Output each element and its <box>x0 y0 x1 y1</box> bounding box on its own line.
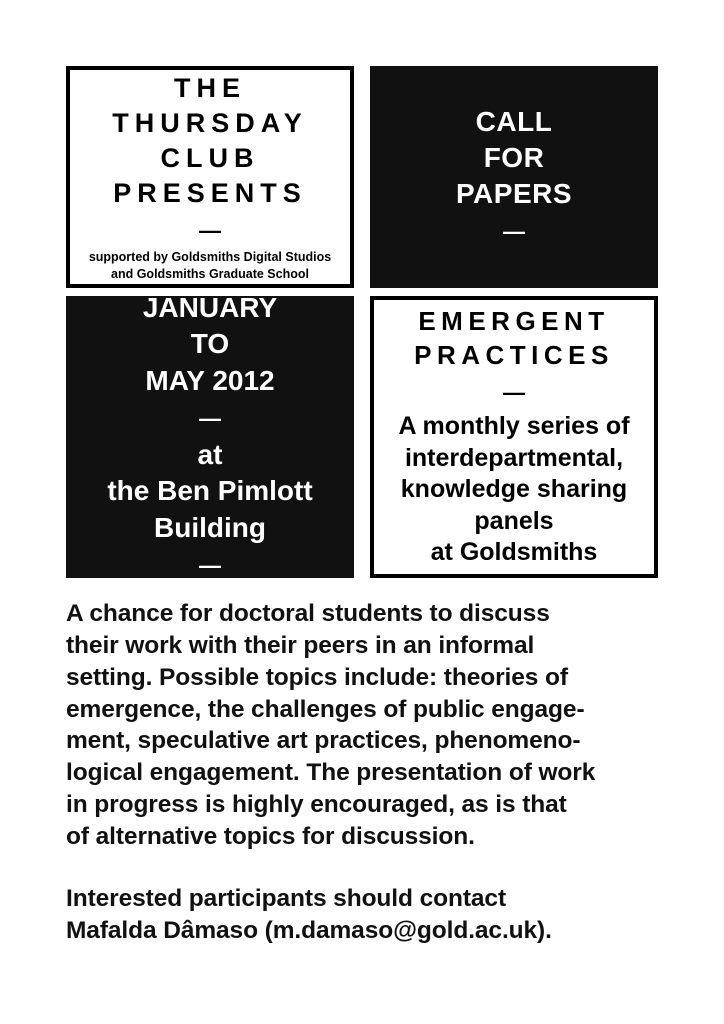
title-line-2: THURSDAY <box>112 108 308 139</box>
date-line-1: JANUARY <box>142 291 278 323</box>
date-range <box>143 290 277 399</box>
divider-dash-emergent: — <box>503 380 525 406</box>
divider-dash-dates-bottom: — <box>199 553 221 579</box>
body-p1-line-1: A chance for doctoral students to discuss <box>66 600 550 627</box>
thursday-club-title <box>112 71 308 211</box>
body-paragraph-1 <box>66 598 666 853</box>
body-p1-line-2: their work with their peers in an informal <box>66 631 535 659</box>
venue-line-2: the Ben Pimlott <box>107 475 313 507</box>
poster-body-text <box>66 598 666 946</box>
body-p1-line-8: of alternative topics for discussion. <box>66 822 475 850</box>
emergent-desc-line-4: panels <box>474 506 554 535</box>
call-for-papers-text <box>456 104 572 211</box>
divider-dash-call: — <box>503 218 525 244</box>
panel-dates-venue <box>66 291 354 579</box>
body-p2-line-1: Interested participants should contact <box>66 884 506 912</box>
venue-line-3: Building <box>154 511 266 543</box>
contact-email-line[interactable]: Mafalda Dâmaso (m.damaso@gold.ac.uk). <box>66 916 552 944</box>
emergent-desc-line-5: at Goldsmiths <box>430 538 598 567</box>
emergent-desc-line-3: knowledge sharing <box>400 475 628 504</box>
venue <box>107 437 312 546</box>
emergent-description <box>398 411 629 569</box>
paragraph-spacer <box>66 853 666 883</box>
panel-emergent-practices <box>370 296 658 578</box>
divider-dash-dates-middle: — <box>199 406 221 431</box>
support-credit <box>89 249 331 283</box>
body-p1-line-3: setting. Possible topics include: theories of <box>66 663 568 691</box>
title-line-1: THE <box>174 72 246 103</box>
title-line-4: PRESENTS <box>113 178 307 209</box>
call-line-2: FOR <box>483 142 545 174</box>
support-line-2: and Goldsmiths Graduate School <box>111 267 309 282</box>
body-p1-line-6: logical engagement. The presentation of work <box>66 759 596 787</box>
body-p1-line-4: emergence, the challenges of public engage- <box>66 695 585 723</box>
call-line-1: CALL <box>475 106 553 138</box>
emergent-line-2: PRACTICES <box>414 340 614 371</box>
call-line-3: PAPERS <box>455 177 573 209</box>
body-p1-line-7: in progress is highly encouraged, as is that <box>66 791 567 819</box>
body-paragraph-2 <box>66 883 666 947</box>
poster-grid <box>66 66 658 578</box>
venue-line-1: at <box>197 439 223 470</box>
divider-dash-presents: — <box>199 218 221 244</box>
emergent-desc-line-2: interdepartmental, <box>404 443 624 472</box>
emergent-practices-heading <box>414 305 614 373</box>
panel-thursday-club-presents <box>66 66 354 288</box>
emergent-desc-line-1: A monthly series of <box>398 412 630 441</box>
emergent-line-1: EMERGENT <box>418 306 610 337</box>
body-p1-line-5: ment, speculative art practices, phenomeno- <box>66 727 581 755</box>
title-line-3: CLUB <box>160 143 260 174</box>
panel-call-for-papers <box>370 66 658 288</box>
date-line-2: TO <box>190 328 230 360</box>
date-line-3: MAY 2012 <box>145 364 275 396</box>
support-line-1: supported by Goldsmiths Digital Studios <box>88 250 332 265</box>
